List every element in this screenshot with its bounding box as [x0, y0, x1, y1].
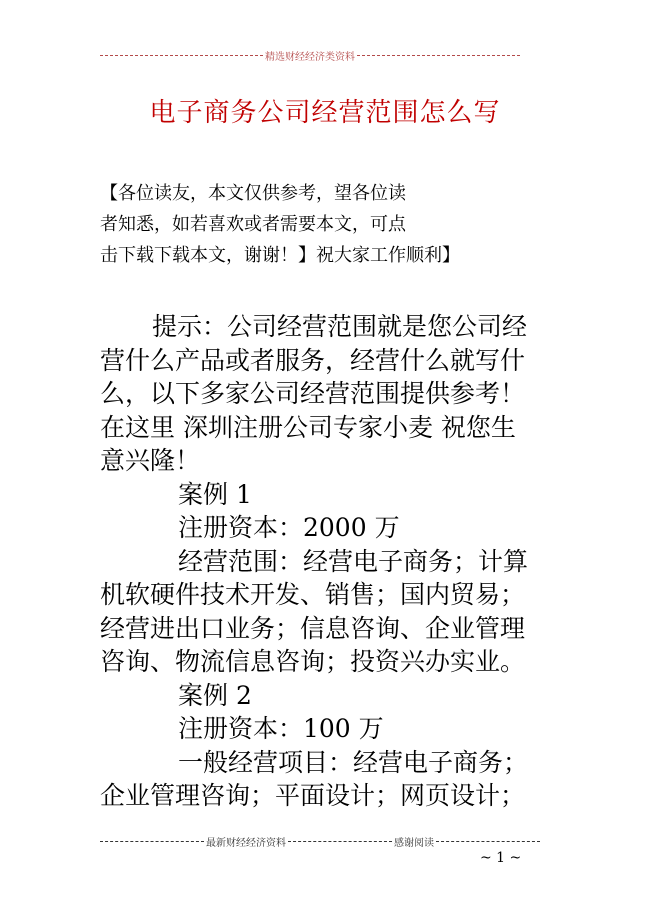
paragraph-line: 机软硬件技术开发、销售；国内贸易； [100, 580, 526, 609]
notice-line: 【各位读友，本文仅供参考，望各位读 [100, 183, 406, 204]
paragraph-line: 企业管理咨询；平面设计；网页设计； [100, 781, 526, 810]
paragraph-line: 经营进出口业务；信息咨询、企业管理 [100, 613, 526, 643]
notice-line: 者知悉，如若喜欢或者需要本文，可点 [100, 214, 406, 235]
paragraph-line: 么，以下多家公司经营范围提供参考！ [100, 379, 526, 408]
page-header [100, 47, 520, 63]
document-body [100, 310, 560, 813]
footer-right-text: 感谢阅读 [394, 837, 434, 849]
paragraph-line: 一般经营项目：经营电子商务； [178, 747, 529, 777]
footer-left-text: 最新财经经济资料 [206, 837, 286, 849]
registered-capital: 注册资本：100 万 [178, 714, 384, 743]
header-text: 精选财经经济类资料 [265, 51, 355, 63]
registered-capital: 注册资本：2000 万 [178, 513, 400, 542]
case-heading: 案例 2 [178, 680, 252, 710]
paragraph-line: 经营范围：经营电子商务；计算 [178, 546, 529, 576]
page-number: ~ 1 ~ [480, 850, 522, 866]
paragraph-line: 意兴隆！ [100, 446, 201, 475]
download-notice [100, 178, 530, 271]
paragraph-line: 提示：公司经营范围就是您公司经 [152, 312, 528, 341]
paragraph-line: 在这里 深圳注册公司专家小麦 祝您生 [100, 412, 516, 442]
document-title: 电子商务公司经营范围怎么写 [149, 98, 501, 128]
footer-rule-middle [288, 841, 392, 842]
footer-rule-left [100, 841, 204, 842]
header-rule-left [100, 55, 263, 56]
header-rule-right [357, 55, 520, 56]
page-footer [100, 834, 540, 848]
footer-rule-right [436, 841, 540, 842]
paragraph-line: 营什么产品或者服务，经营什么就写什 [100, 345, 526, 375]
paragraph-line: 咨询、物流信息咨询；投资兴办实业。 [100, 647, 526, 676]
notice-line: 击下载下载本文，谢谢！】祝大家工作顺利】 [100, 245, 460, 266]
case-heading: 案例 1 [178, 479, 252, 509]
